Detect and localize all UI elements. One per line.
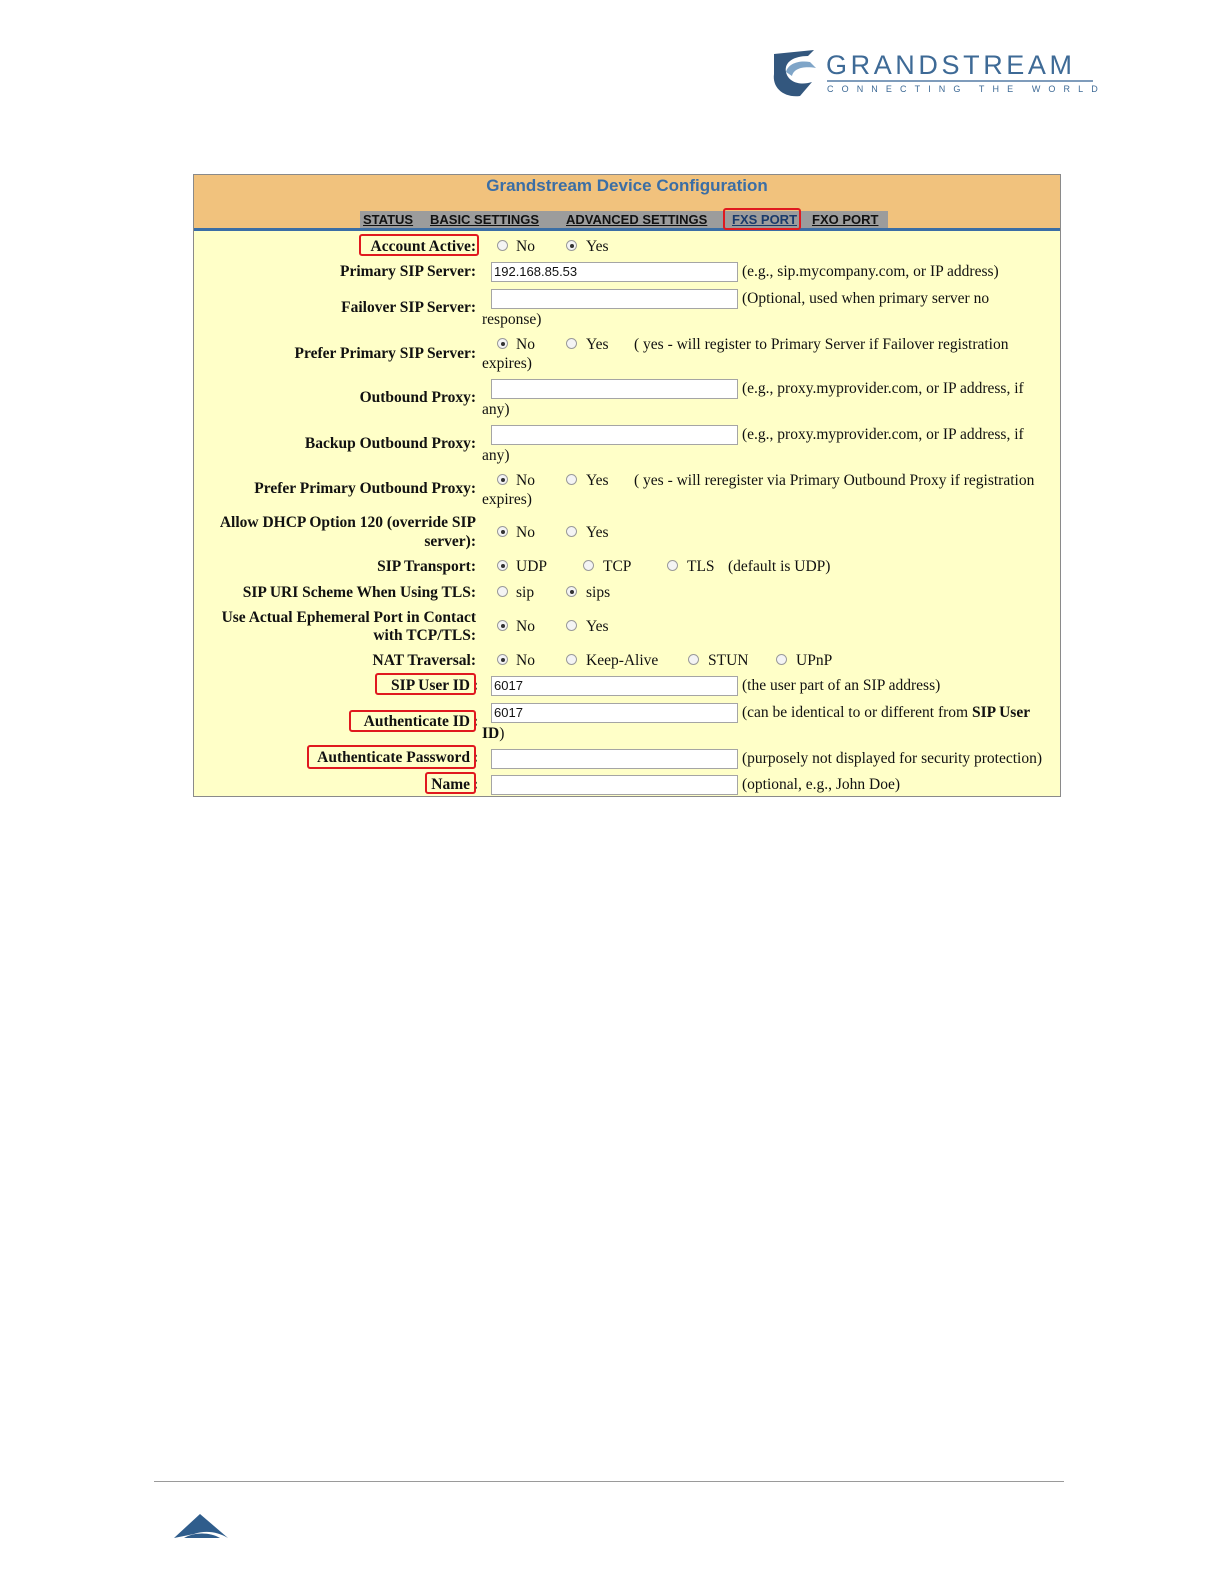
- ephemeral-port-no-radio[interactable]: [497, 620, 508, 631]
- name-input[interactable]: [491, 775, 738, 795]
- nat-traversal-stun-label: STUN: [708, 652, 749, 669]
- dhcp-option-120-no-label: No: [516, 524, 535, 541]
- account-active-no-radio[interactable]: [497, 240, 508, 251]
- tab-basic-settings[interactable]: BASIC SETTINGS: [430, 212, 540, 227]
- failover-sip-server-hint: (Optional, used when primary server no: [742, 290, 990, 307]
- failover-sip-server-input[interactable]: [491, 289, 738, 309]
- sip-user-id-hint: (the user part of an SIP address): [742, 677, 941, 694]
- backup-outbound-proxy-hint-wrap: any): [482, 447, 510, 464]
- nat-traversal-no-label: No: [516, 652, 535, 669]
- tab-status[interactable]: STATUS: [363, 212, 414, 227]
- tab-fxo-port[interactable]: FXO PORT: [812, 212, 879, 227]
- prefer-primary-outbound-hint-wrap: expires): [482, 491, 532, 508]
- prefer-primary-sip-label: Prefer Primary SIP Server:: [294, 345, 476, 362]
- tab-fxs-port[interactable]: FXS PORT: [732, 212, 798, 227]
- primary-sip-server-label: Primary SIP Server:: [339, 263, 476, 280]
- authenticate-id-highlight: [349, 710, 479, 732]
- prefer-primary-outbound-hint: ( yes - will reregister via Primary Outbound Proxy if registration: [634, 472, 1035, 489]
- failover-sip-server-label: Failover SIP Server:: [341, 299, 476, 316]
- ephemeral-port-yes-radio[interactable]: [566, 620, 577, 631]
- nat-traversal-upnp-label: UPnP: [796, 652, 833, 669]
- dhcp-option-120-yes-radio[interactable]: [566, 526, 577, 537]
- account-active-highlight: [359, 234, 479, 256]
- prefer-primary-outbound-yes-label: Yes: [586, 472, 609, 489]
- prefer-primary-sip-no-radio[interactable]: [497, 338, 508, 349]
- primary-sip-server-hint: (e.g., sip.mycompany.com, or IP address): [742, 263, 999, 280]
- prefer-primary-sip-hint-wrap: expires): [482, 355, 532, 372]
- prefer-primary-outbound-no-label: No: [516, 472, 535, 489]
- nat-traversal-label: NAT Traversal:: [372, 652, 476, 669]
- prefer-primary-sip-yes-label: Yes: [586, 336, 609, 353]
- fxs-tab-highlight: [723, 208, 801, 230]
- sip-transport-tls-radio[interactable]: [667, 560, 678, 571]
- sip-user-id-input[interactable]: 6017: [491, 676, 738, 696]
- name-hint: (optional, e.g., John Doe): [742, 776, 900, 793]
- dhcp-option-120-yes-label: Yes: [586, 524, 609, 541]
- grandstream-swirl-icon: [770, 46, 822, 100]
- outbound-proxy-hint: (e.g., proxy.myprovider.com, or IP address, if: [742, 380, 1024, 397]
- sip-uri-scheme-sips-label: sips: [586, 584, 611, 601]
- failover-sip-server-hint-wrap: response): [482, 311, 542, 328]
- footer-divider: [154, 1481, 1064, 1482]
- sip-uri-scheme-sips-radio[interactable]: [566, 586, 577, 597]
- nat-traversal-stun-radio[interactable]: [688, 654, 699, 665]
- ephemeral-port-yes-label: Yes: [586, 618, 609, 635]
- nat-traversal-keepalive-radio[interactable]: [566, 654, 577, 665]
- ephemeral-port-label-line1: Use Actual Ephemeral Port in Contact: [221, 609, 476, 626]
- authenticate-password-hint: (purposely not displayed for security protection): [742, 750, 1043, 767]
- backup-outbound-proxy-label: Backup Outbound Proxy:: [304, 435, 476, 452]
- prefer-primary-outbound-yes-radio[interactable]: [566, 474, 577, 485]
- sip-transport-udp-radio[interactable]: [497, 560, 508, 571]
- grandstream-logo: [770, 46, 1106, 102]
- nat-traversal-upnp-radio[interactable]: [776, 654, 787, 665]
- authenticate-password-highlight: [307, 745, 479, 769]
- backup-outbound-proxy-input[interactable]: [491, 425, 738, 445]
- name-label: Name: [431, 776, 470, 793]
- logo-tagline: CONNECTING THE WORLD: [827, 84, 1106, 94]
- sip-transport-udp-label: UDP: [516, 558, 548, 575]
- prefer-primary-sip-yes-radio[interactable]: [566, 338, 577, 349]
- ephemeral-port-label-line2: with TCP/TLS:: [373, 627, 476, 644]
- outbound-proxy-label: Outbound Proxy:: [359, 389, 476, 406]
- nat-traversal-keepalive-label: Keep-Alive: [586, 652, 659, 669]
- name-colon: :: [473, 776, 479, 793]
- authenticate-id-label: Authenticate ID: [363, 713, 470, 730]
- prefer-primary-sip-hint: ( yes - will register to Primary Server if Failover registration: [634, 336, 1009, 353]
- outbound-proxy-input[interactable]: [491, 379, 738, 399]
- logo-wordmark: GRANDSTREAM: [826, 50, 1076, 80]
- sip-transport-tls-label: TLS: [687, 558, 715, 575]
- sip-transport-label: SIP Transport:: [377, 558, 476, 575]
- logo-divider: [827, 80, 1093, 82]
- device-config-screenshot: [193, 174, 1061, 797]
- sip-user-id-highlight: [375, 673, 479, 695]
- grandstream-footer-mark-icon: [174, 1514, 230, 1540]
- authenticate-id-hint: (can be identical to or different from SIP User: [742, 704, 1031, 721]
- header-divider: [194, 228, 1060, 231]
- sip-transport-hint: (default is UDP): [728, 558, 831, 575]
- sip-transport-tcp-radio[interactable]: [583, 560, 594, 571]
- sip-uri-scheme-label: SIP URI Scheme When Using TLS:: [242, 584, 476, 601]
- account-active-yes-label: Yes: [586, 238, 609, 255]
- tab-advanced-settings[interactable]: ADVANCED SETTINGS: [566, 212, 708, 227]
- account-active-label: Account Active:: [370, 238, 476, 255]
- ephemeral-port-no-label: No: [516, 618, 535, 635]
- authenticate-id-input[interactable]: 6017: [491, 703, 738, 723]
- account-active-yes-radio[interactable]: [566, 240, 577, 251]
- outbound-proxy-hint-wrap: any): [482, 401, 510, 418]
- page-title: Grandstream Device Configuration: [486, 176, 768, 195]
- nat-traversal-no-radio[interactable]: [497, 654, 508, 665]
- authenticate-password-label: Authenticate Password: [317, 749, 470, 766]
- backup-outbound-proxy-hint: (e.g., proxy.myprovider.com, or IP address, if: [742, 426, 1024, 443]
- tab-bar: [360, 211, 888, 228]
- authenticate-id-colon: :: [473, 713, 479, 730]
- dhcp-option-120-label-line1: Allow DHCP Option 120 (override SIP: [219, 514, 476, 531]
- sip-user-id-colon: :: [473, 677, 479, 694]
- prefer-primary-outbound-label: Prefer Primary Outbound Proxy:: [254, 480, 476, 497]
- sip-uri-scheme-sip-radio[interactable]: [497, 586, 508, 597]
- dhcp-option-120-label-line2: server):: [424, 533, 476, 550]
- sip-uri-scheme-sip-label: sip: [516, 584, 535, 601]
- authenticate-password-colon: :: [473, 749, 479, 766]
- name-highlight: [425, 772, 479, 794]
- account-active-no-label: No: [516, 238, 535, 255]
- authenticate-password-input[interactable]: [491, 749, 738, 769]
- sip-transport-tcp-label: TCP: [603, 558, 632, 575]
- authenticate-id-hint-wrap: ID): [482, 725, 505, 742]
- prefer-primary-sip-no-label: No: [516, 336, 535, 353]
- prefer-primary-outbound-no-radio[interactable]: [497, 474, 508, 485]
- sip-user-id-label: SIP User ID: [391, 677, 470, 694]
- dhcp-option-120-no-radio[interactable]: [497, 526, 508, 537]
- primary-sip-server-input[interactable]: 192.168.85.53: [491, 262, 738, 282]
